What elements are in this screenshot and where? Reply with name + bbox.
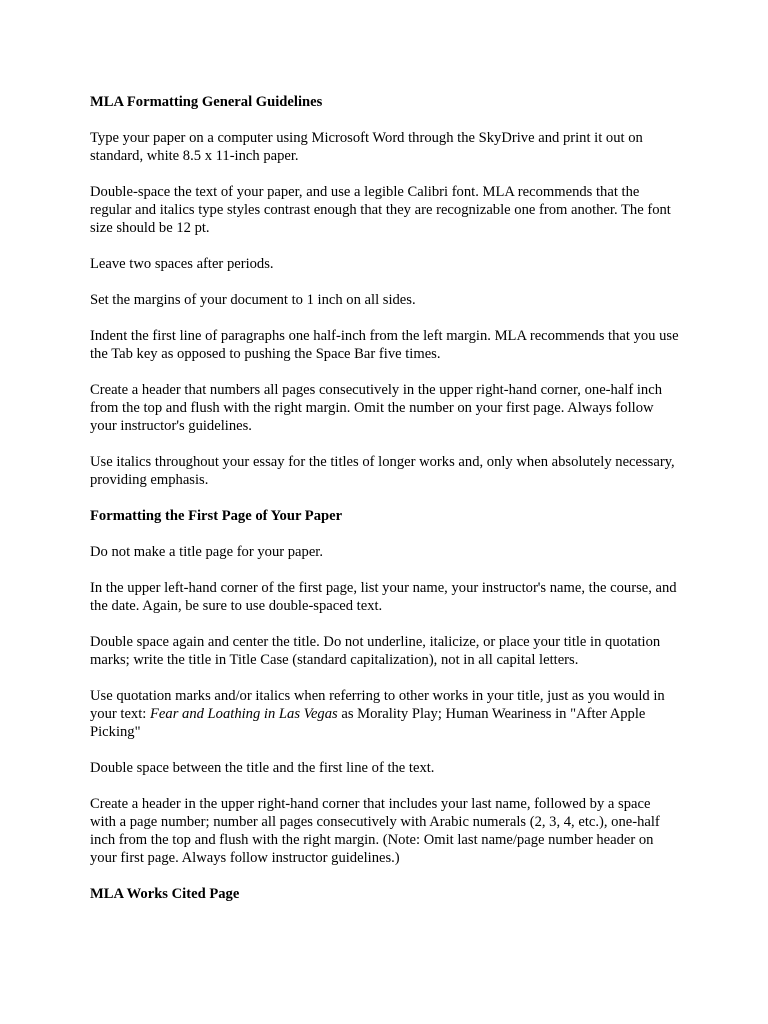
paragraph-periods: Leave two spaces after periods. (90, 256, 274, 272)
paragraph-margins: Set the margins of your document to 1 inch on all sides. (90, 292, 416, 308)
document-page (90, 93, 680, 921)
paragraph-double-space: Double-space the text of your paper, and use a legible Calibri font. MLA recommends that the regular and italics type styles contrast enough that they are recognizable one from another. The font size should be 12 pt. (90, 184, 671, 236)
paragraph-paper: Type your paper on a computer using Microsoft Word through the SkyDrive and print it out on standard, white 8.5 x 11-inch paper. (90, 130, 643, 164)
section-heading-general-guidelines: MLA Formatting General Guidelines (90, 94, 323, 110)
paragraph-title-page: Do not make a title page for your paper. (90, 544, 324, 560)
paragraph-header: Create a header that numbers all pages consecutively in the upper right-hand corner, one-half inch from the top and flush with the right margin. Omit the number on your first page. Always follow your instructor's guidelines. (90, 382, 662, 434)
example-italic-title: Fear and Loathing in Las Vegas (150, 706, 338, 722)
section-heading-first-page: Formatting the First Page of Your Paper (90, 508, 343, 524)
example-text-before: Use quotation marks and/or italics when referring to other works in your title, just as you would in your text: (90, 688, 665, 722)
paragraph-quotation-example (90, 687, 680, 741)
paragraph-center-title: Double space again and center the title. Do not underline, italicize, or place your title in quotation marks; write the title in Title Case (standard capitalization), not in all capital letters. (90, 634, 661, 668)
paragraph-italics: Use italics throughout your essay for the titles of longer works and, only when absolutely necessary, providing emphasis. (90, 454, 675, 488)
paragraph-double-space-title: Double space between the title and the first line of the text. (90, 760, 435, 776)
paragraph-header-last-name: Create a header in the upper right-hand corner that includes your last name, followed by a space with a page number; number all pages consecutively with Arabic numerals (2, 3, 4, etc.), one-half inch from the top and flush with the right margin. (Note: Omit last name/page number header on your first page. Always follow instructor guidelines.) (90, 796, 660, 866)
paragraph-upper-left: In the upper left-hand corner of the first page, list your name, your instructor's name, the course, and the date. Again, be sure to use double-spaced text. (90, 580, 677, 614)
section-heading-works-cited: MLA Works Cited Page (90, 886, 240, 902)
example-text-after: as Morality Play; Human Weariness in "After Apple Picking" (90, 706, 646, 740)
paragraph-indent: Indent the first line of paragraphs one half-inch from the left margin. MLA recommends that you use the Tab key as opposed to pushing the Space Bar five times. (90, 328, 679, 362)
